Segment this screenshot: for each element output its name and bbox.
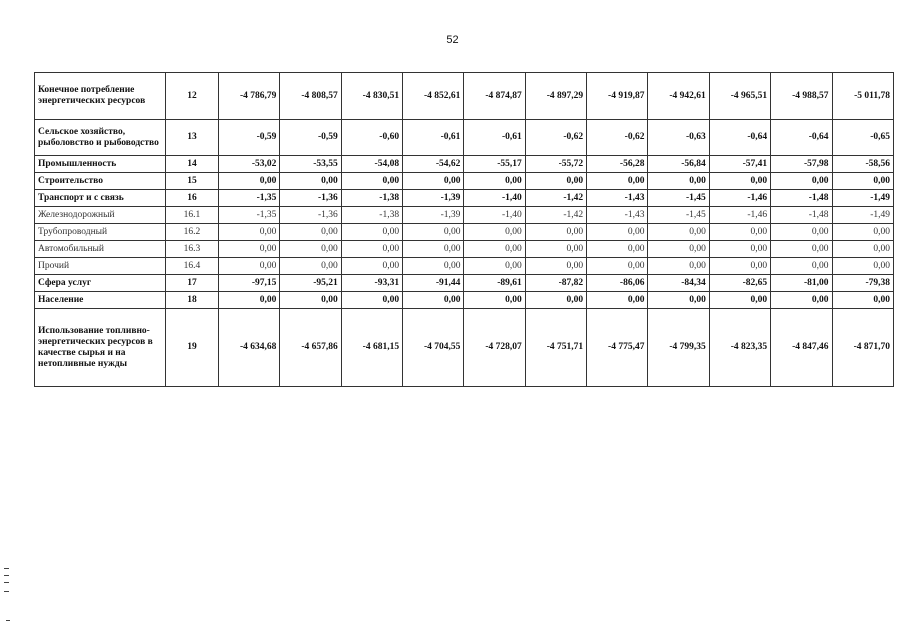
- value-cell: -4 775,47: [587, 309, 648, 387]
- value-cell: 0,00: [648, 173, 709, 190]
- value-cell: 0,00: [341, 224, 402, 241]
- row-label: Конечное потребление энергетических ресурсов: [35, 73, 166, 120]
- value-cell: 0,00: [648, 258, 709, 275]
- value-cell: -1,46: [709, 190, 770, 207]
- table-row: [35, 275, 894, 292]
- value-cell: 0,00: [464, 241, 525, 258]
- value-cell: -58,56: [832, 156, 894, 173]
- value-cell: 0,00: [709, 224, 770, 241]
- value-cell: -0,62: [525, 120, 586, 156]
- value-cell: -4 657,86: [280, 309, 341, 387]
- value-cell: -4 808,57: [280, 73, 341, 120]
- value-cell: -1,38: [341, 190, 402, 207]
- value-cell: 0,00: [341, 258, 402, 275]
- value-cell: -89,61: [464, 275, 525, 292]
- value-cell: 0,00: [280, 173, 341, 190]
- row-code: 17: [165, 275, 218, 292]
- value-cell: -4 852,61: [403, 73, 464, 120]
- row-label: Железнодорожный: [35, 207, 166, 224]
- value-cell: -4 874,87: [464, 73, 525, 120]
- row-code: 16.3: [165, 241, 218, 258]
- row-code: 16.1: [165, 207, 218, 224]
- value-cell: 0,00: [648, 224, 709, 241]
- value-cell: 0,00: [771, 173, 832, 190]
- value-cell: -4 799,35: [648, 309, 709, 387]
- value-cell: -1,48: [771, 207, 832, 224]
- table-row: [35, 207, 894, 224]
- value-cell: -4 634,68: [219, 309, 280, 387]
- value-cell: 0,00: [709, 173, 770, 190]
- value-cell: -4 823,35: [709, 309, 770, 387]
- value-cell: 0,00: [219, 241, 280, 258]
- value-cell: -81,00: [771, 275, 832, 292]
- value-cell: -4 751,71: [525, 309, 586, 387]
- value-cell: -87,82: [525, 275, 586, 292]
- table-row: [35, 73, 894, 120]
- row-label: Сельское хозяйство, рыболовство и рыбоводство: [35, 120, 166, 156]
- value-cell: 0,00: [832, 224, 894, 241]
- value-cell: 0,00: [648, 241, 709, 258]
- value-cell: 0,00: [771, 292, 832, 309]
- row-code: 13: [165, 120, 218, 156]
- value-cell: -86,06: [587, 275, 648, 292]
- value-cell: -0,63: [648, 120, 709, 156]
- value-cell: 0,00: [525, 224, 586, 241]
- value-cell: -4 897,29: [525, 73, 586, 120]
- row-label: Транспорт и с связь: [35, 190, 166, 207]
- value-cell: 0,00: [341, 292, 402, 309]
- value-cell: -0,61: [403, 120, 464, 156]
- value-cell: -1,49: [832, 207, 894, 224]
- value-cell: 0,00: [525, 241, 586, 258]
- value-cell: -55,72: [525, 156, 586, 173]
- value-cell: -1,36: [280, 207, 341, 224]
- value-cell: 0,00: [832, 292, 894, 309]
- table-row: [35, 120, 894, 156]
- value-cell: 0,00: [587, 224, 648, 241]
- table-row: [35, 156, 894, 173]
- row-label: Промышленность: [35, 156, 166, 173]
- value-cell: 0,00: [832, 241, 894, 258]
- value-cell: -55,17: [464, 156, 525, 173]
- value-cell: 0,00: [832, 258, 894, 275]
- value-cell: -0,64: [709, 120, 770, 156]
- value-cell: -1,38: [341, 207, 402, 224]
- value-cell: -4 919,87: [587, 73, 648, 120]
- value-cell: -1,40: [464, 190, 525, 207]
- value-cell: -4 786,79: [219, 73, 280, 120]
- value-cell: -1,43: [587, 207, 648, 224]
- value-cell: -0,60: [341, 120, 402, 156]
- value-cell: 0,00: [403, 292, 464, 309]
- value-cell: 0,00: [403, 224, 464, 241]
- value-cell: -1,36: [280, 190, 341, 207]
- value-cell: 0,00: [341, 173, 402, 190]
- table-row: [35, 224, 894, 241]
- row-code: 19: [165, 309, 218, 387]
- value-cell: -1,48: [771, 190, 832, 207]
- value-cell: -4 871,70: [832, 309, 894, 387]
- value-cell: -79,38: [832, 275, 894, 292]
- value-cell: -97,15: [219, 275, 280, 292]
- value-cell: -82,65: [709, 275, 770, 292]
- value-cell: -1,45: [648, 207, 709, 224]
- table-row: [35, 190, 894, 207]
- value-cell: -57,41: [709, 156, 770, 173]
- row-label: Строительство: [35, 173, 166, 190]
- value-cell: 0,00: [219, 258, 280, 275]
- value-cell: -56,28: [587, 156, 648, 173]
- value-cell: -1,35: [219, 207, 280, 224]
- value-cell: 0,00: [525, 292, 586, 309]
- row-code: 15: [165, 173, 218, 190]
- value-cell: 0,00: [771, 224, 832, 241]
- value-cell: 0,00: [219, 173, 280, 190]
- value-cell: -95,21: [280, 275, 341, 292]
- value-cell: -56,84: [648, 156, 709, 173]
- table-row: [35, 292, 894, 309]
- value-cell: 0,00: [771, 241, 832, 258]
- row-label: Население: [35, 292, 166, 309]
- row-label: Сфера услуг: [35, 275, 166, 292]
- table-row: [35, 173, 894, 190]
- value-cell: -53,02: [219, 156, 280, 173]
- value-cell: -0,64: [771, 120, 832, 156]
- value-cell: -1,42: [525, 190, 586, 207]
- value-cell: -1,49: [832, 190, 894, 207]
- value-cell: 0,00: [587, 241, 648, 258]
- row-code: 18: [165, 292, 218, 309]
- value-cell: -1,42: [525, 207, 586, 224]
- value-cell: 0,00: [464, 173, 525, 190]
- value-cell: -1,39: [403, 207, 464, 224]
- value-cell: -1,40: [464, 207, 525, 224]
- value-cell: 0,00: [280, 224, 341, 241]
- value-cell: -5 011,78: [832, 73, 894, 120]
- table-row: [35, 241, 894, 258]
- table-row: [35, 258, 894, 275]
- row-label: Трубопроводный: [35, 224, 166, 241]
- margin-mark: [4, 568, 9, 592]
- value-cell: 0,00: [403, 241, 464, 258]
- row-code: 16: [165, 190, 218, 207]
- value-cell: -4 847,46: [771, 309, 832, 387]
- value-cell: -4 704,55: [403, 309, 464, 387]
- value-cell: -4 942,61: [648, 73, 709, 120]
- row-code: 16.2: [165, 224, 218, 241]
- row-code: 12: [165, 73, 218, 120]
- value-cell: 0,00: [525, 173, 586, 190]
- value-cell: 0,00: [219, 292, 280, 309]
- value-cell: -0,65: [832, 120, 894, 156]
- value-cell: 0,00: [219, 224, 280, 241]
- value-cell: -53,55: [280, 156, 341, 173]
- value-cell: -91,44: [403, 275, 464, 292]
- value-cell: 0,00: [403, 173, 464, 190]
- table-row: [35, 309, 894, 387]
- value-cell: -93,31: [341, 275, 402, 292]
- value-cell: 0,00: [464, 292, 525, 309]
- value-cell: -1,39: [403, 190, 464, 207]
- value-cell: 0,00: [648, 292, 709, 309]
- value-cell: -1,46: [709, 207, 770, 224]
- value-cell: 0,00: [280, 241, 341, 258]
- row-label: Автомобильный: [35, 241, 166, 258]
- value-cell: 0,00: [280, 258, 341, 275]
- page-number: 52: [446, 34, 459, 46]
- value-cell: 0,00: [832, 173, 894, 190]
- value-cell: -4 965,51: [709, 73, 770, 120]
- value-cell: -0,59: [219, 120, 280, 156]
- value-cell: 0,00: [587, 173, 648, 190]
- value-cell: -1,45: [648, 190, 709, 207]
- value-cell: 0,00: [709, 241, 770, 258]
- value-cell: -4 988,57: [771, 73, 832, 120]
- value-cell: 0,00: [464, 258, 525, 275]
- value-cell: 0,00: [587, 258, 648, 275]
- value-cell: 0,00: [709, 292, 770, 309]
- value-cell: -54,62: [403, 156, 464, 173]
- row-code: 14: [165, 156, 218, 173]
- row-label: Прочий: [35, 258, 166, 275]
- value-cell: 0,00: [709, 258, 770, 275]
- value-cell: 0,00: [464, 224, 525, 241]
- row-label: Использование топливно-энергетических ресурсов в качестве сырья и на нетопливные нужды: [35, 309, 166, 387]
- value-cell: -4 681,15: [341, 309, 402, 387]
- value-cell: 0,00: [341, 241, 402, 258]
- value-cell: -1,43: [587, 190, 648, 207]
- value-cell: 0,00: [280, 292, 341, 309]
- value-cell: -1,35: [219, 190, 280, 207]
- value-cell: -84,34: [648, 275, 709, 292]
- value-cell: -57,98: [771, 156, 832, 173]
- value-cell: -4 728,07: [464, 309, 525, 387]
- value-cell: -4 830,51: [341, 73, 402, 120]
- value-cell: -0,59: [280, 120, 341, 156]
- value-cell: 0,00: [587, 292, 648, 309]
- value-cell: 0,00: [403, 258, 464, 275]
- row-code: 16.4: [165, 258, 218, 275]
- margin-dash: [6, 620, 10, 621]
- value-cell: -0,62: [587, 120, 648, 156]
- value-cell: -0,61: [464, 120, 525, 156]
- energy-balance-table: [34, 72, 894, 387]
- value-cell: 0,00: [771, 258, 832, 275]
- value-cell: -54,08: [341, 156, 402, 173]
- value-cell: 0,00: [525, 258, 586, 275]
